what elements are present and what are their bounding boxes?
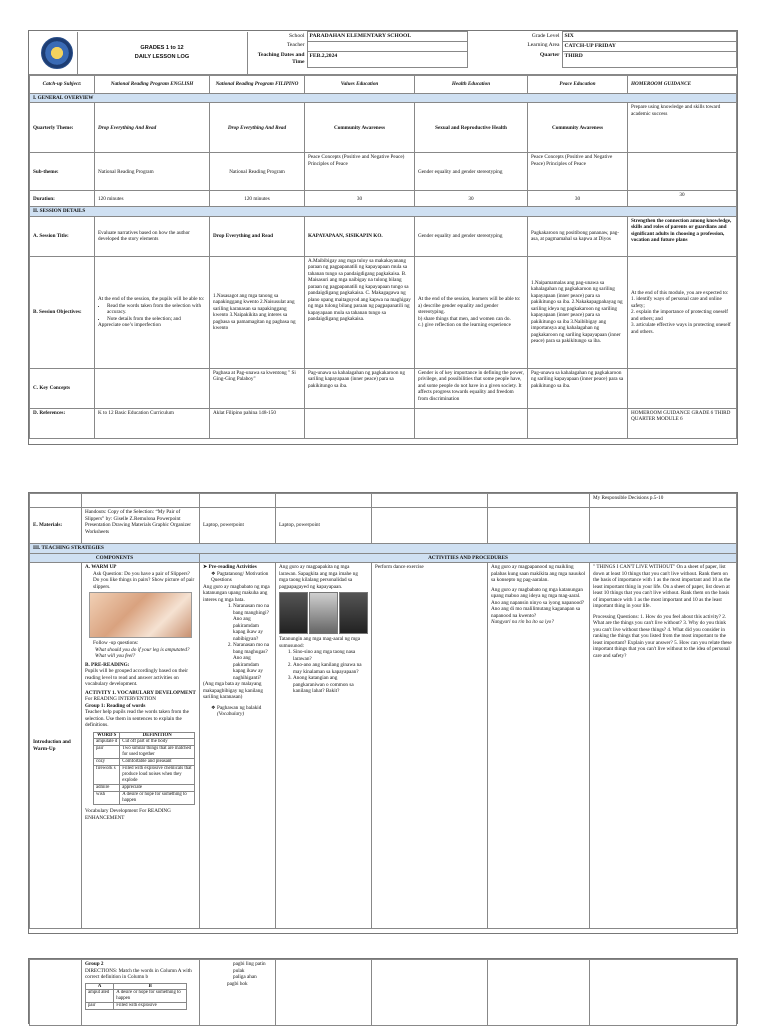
quarterly-theme-label: Quarterly Theme: [30, 103, 95, 153]
vocabulary-tag: (Vocabulary) [217, 711, 245, 717]
group2-directions: DIRECTIONS: Match the words in Column A with correct definition in Column b [85, 967, 192, 980]
subtheme-c6 [628, 153, 737, 191]
duration-c3: 30 [305, 191, 415, 207]
c2-intro-text: Ang guro ay magbabato ng mga katanungan upang makuha ang interes ng mga bata. [203, 583, 270, 603]
grade-value: SIX [562, 32, 737, 42]
photo-3 [339, 592, 368, 634]
column-b-head: B [114, 983, 187, 990]
session-title-c4: Gender equality and gender stereotyping [415, 216, 528, 256]
session-title-c6: Strengthen the connection among knowledge, skills and roles of parents or guardians and significant adults in choosing a profession, vocation and future plans [628, 216, 737, 256]
materials-c3: Laptop, powerpoint [276, 508, 372, 544]
p3-c1 [82, 960, 200, 1026]
materials-c1: Handouts: Copy of the Selection: “My Pair of Slippers” by: Giselle Z.Remulona Powerpoint Presentation Drawing Materials Graphic Organizer Worksheets [82, 508, 200, 544]
match-word: pair [86, 1003, 114, 1010]
key-concepts-c4: Gender is of key importance in defining the power, privilege, and possibilities that some people have, and some people do not have in a given society. It affects progress towards equality and freedom from discrimination [415, 368, 528, 408]
vocab-definition: A desire or hope for something to happen [120, 792, 195, 805]
objectives-c3: A.Maibibigay ang mga tuloy sa makakayanang paraan ng pagpapanatili ng kapayapaan mula sa tahanan tungo sa pandaigdigang pagkakaisa. B. Maisasuri ang mga naibigay na tulong bilang paraan ng pagpapanatili ng kapayapaan tungo sa pandaigdigang pagkakaisa. C. Makagagawa ng plano upang maitaguyod ang kapwa na maghigay ng mga tulong bilang paraan ng pagpapanatili ng kapayapaan mula sa tahanan tungo sa pandaigdigang pagkakaisa. [305, 256, 415, 368]
duration-c2: 120 minutes [210, 191, 305, 207]
group1-text: Teacher help pupils read the words taken from the selection. Use them in sentences to explain the definitions. [85, 709, 189, 728]
session-title-c5: Pagkakaroon ng positibong pananaw, pag-asa, at pagmamahal sa kapwa at Diyos [528, 216, 628, 256]
objectives-c4-a: a) describe gender equality and gender stereotyping. [418, 302, 499, 316]
c3-question-2: 2. Ano-ano ang kanilang ginawa na may kinalaman sa kapayapaan? [293, 662, 368, 675]
key-concepts-c6 [628, 368, 737, 408]
objectives-c1-b2: • Note details from the selection; and [107, 316, 206, 323]
school-label: School [288, 32, 305, 39]
vocab-table [93, 732, 195, 806]
intro-c4: Perform dance exercise [372, 563, 488, 929]
objectives-c6-2: 2. explain the importance of protecting oneself and others; and [631, 309, 728, 322]
materials-label: E. Materials: [30, 508, 82, 544]
lesson-log-page-3 [28, 958, 738, 1024]
vocab-word: firework s [94, 766, 120, 785]
p3-c2-item: paliga ahan [233, 974, 257, 980]
vocab-enhancement: Vocabulary Development For READING ENHANCEMENT [85, 808, 171, 821]
subject-filipino: National Reading Program FILIPINO [210, 75, 305, 93]
vocab-definition: Comfortable and pleasant [120, 759, 195, 766]
follow-up-q2: What will you feel? [95, 653, 136, 659]
objectives-c2: 1.Nasasagot ang mga tanong sa napakinggang kwento 2.Naisusulat ang sariling karanasan sa napakinggang kwento 3.Naipakikita ang interes sa pagbasa sa pamamagitan ng pagbasa ng kwento [210, 256, 305, 368]
subject-values: Values Education [305, 75, 415, 93]
follow-up-label: Follow -up questions: [93, 640, 139, 646]
p3-c3 [276, 960, 372, 1026]
materials-c5 [488, 508, 590, 544]
references-c3 [305, 408, 415, 438]
vocab-word: pair [94, 746, 120, 759]
vocab-word: admire [94, 785, 120, 792]
subject-health: Health Education [415, 75, 528, 93]
references-c5 [528, 408, 628, 438]
p3-c2-item2: pagbi hok [227, 980, 248, 987]
vocab-definition: Filled with explosive chemicals that produce loud noises when they explode [120, 766, 195, 785]
quarter-value: THIRD [562, 51, 737, 67]
vocab-head-words: WORD S [94, 732, 120, 739]
duration-c5: 30 [528, 191, 628, 207]
objectives-c4-c: c.) give reflection on the learning experience [418, 322, 511, 329]
warmup-text: Ask Question: Do you have a pair of Slippers? Do you like things in pairs? Show picture of pair slippers. [93, 570, 195, 590]
c3-question-3: 3. Anong katangian ang pangkaraniwan o common sa kanilang lahat? Bakit? [293, 675, 368, 695]
c3-text2: Tatanungin ang mga mag-aaral ng mga sumusunod: [279, 636, 361, 649]
vocab-head-definition: DEFINITION [120, 732, 195, 739]
c5-text: Ang guro ay magpapanood ng maikling palabas kung saan makikita ang mga nauukol sa konsepto ng pag-aaralan. [491, 564, 586, 583]
session-title-c1: Evaluate narratives based on how the author developed the story elements [95, 216, 210, 256]
follow-up-q1: What should you do if your leg is amputated? [95, 646, 190, 653]
dates-value: FEB.2,2024 [307, 51, 467, 67]
intro-c2 [200, 563, 276, 929]
c5-question-3: Nangyari na rin ba ito sa iyo? [491, 619, 554, 625]
references-c2: Aklat Filipino pahina 148-150 [210, 408, 305, 438]
quarterly-c6: Prepare using knowledge and skills toward academic success [628, 103, 737, 153]
pagtatanong: ❖ Pagtatanong/ Motivation Questions [211, 570, 269, 583]
p3-c6 [590, 960, 737, 1026]
materials-c2: Laptop, powerpoint [200, 508, 276, 544]
vocab-word: amputate d [94, 739, 120, 746]
materials-c6 [590, 508, 737, 544]
school-value: PARADAHAN ELEMENTARY SCHOOL [307, 32, 467, 42]
duration-c1: 120 minutes [95, 191, 210, 207]
slippers-photo [89, 592, 192, 638]
p2-top-c0 [30, 494, 82, 508]
objectives-label: B. Session Objectives: [30, 256, 95, 368]
vocab-definition: appreciate [120, 785, 195, 792]
c3-question-1: 1. Sino-sino ang mga taong nasa larawan? [293, 649, 368, 662]
c6-text: " THINGS I CAN'T LIVE WITHOUT" On a sheet of paper, list down at least 10 things that you can't live without. Rank them on the basis of importance with 1 as the most important and 10 as the least important thing in your life. On a sheet of paper, list down at least 10 things that you can't live without. Rank them on the basis of importance with 1 as the most important and 10 as the least important thing in your life. [593, 564, 731, 609]
quarterly-c2: Drop Everything And Read [210, 103, 305, 153]
area-label: Learning Area [527, 42, 560, 49]
subtheme-c3: Peace Concepts (Positive and Negative Peace) Principles of Peace [305, 153, 415, 191]
c5-question-2: Ano ang di mo malilimutang kaganapan sa napanood na kwento? [491, 606, 581, 619]
vocab-definition: Two similar things that are matched for used together [120, 746, 195, 759]
key-concepts-c3: Pag-unawa sa kahalagahan ng pagkakaroon ng sariling kapayapaan (inner peace) para sa pakikitungo sa iba. [305, 368, 415, 408]
subtheme-c4: Gender equality and gender stereotyping [415, 153, 528, 191]
references-c1: K to 12 Basic Education Curriculum [95, 408, 210, 438]
c2-question-1: 1. Naranasan mo na bang manghingi? Ano ang pakiramdam kapag ikaw ay nabibigyan? [233, 603, 272, 642]
activity1-heading: ACTIVITY 1. VOCABULARY DEVELOPMENT [85, 689, 196, 696]
c2-tail: (Ang mga bata ay malayang makapagbibigay ng kanilang sariling karanasan) [203, 681, 263, 700]
paghawan: ❖ Paghawan ng balakid [211, 704, 262, 711]
page3-table [29, 959, 737, 1026]
match-definition: A desire or hope for something to happen [114, 990, 187, 1003]
paghawan-label: Paghawan ng balakid [216, 704, 262, 711]
activity1-for: For READING INTERVENTION [85, 696, 157, 702]
objectives-c6-1: 1. identify ways of personal care and online safety; [631, 296, 722, 309]
objectives-c4-b: b) share things that men, and women can do. [418, 315, 511, 322]
quarterly-c5: Community Awareness [528, 103, 628, 153]
pagtatanong-label: Pagtatanong/ Motivation Questions [211, 570, 269, 583]
key-concepts-c5: Pag-unawa sa kahalagahan ng pagkakaroon ng sariling kapayapaan (inner peace) para sa pakikitungo sa iba. [528, 368, 628, 408]
lesson-log-page-1 [28, 30, 738, 445]
dates-label: Teaching Dates and Time [257, 52, 305, 66]
duration-c4: 30 [415, 191, 528, 207]
subtheme-c5: Peace Concepts (Positive and Negative Peace) Principles of Peace [528, 153, 628, 191]
p2-top-c4 [372, 494, 488, 508]
references-c6: HOMEROOM GUIDANCE GRADE 6 THIRD QUARTER MODULE 6 [628, 408, 737, 438]
warmup-heading: A. WARM UP [85, 564, 117, 570]
objectives-c1-end: Appreciate one’s imperfection [98, 322, 161, 329]
p3-c0 [30, 960, 82, 1026]
group1-heading: Group 1: Reading of words [85, 702, 146, 709]
objectives-c4-intro: At the end of the session, learners will be able to: [418, 296, 521, 303]
area-value: CATCH-UP FRIDAY [562, 41, 737, 51]
objectives-c6 [628, 256, 737, 368]
matching-table [85, 983, 187, 1011]
p2-top-c1 [82, 494, 200, 508]
prereading-heading: B. PRE-READING: [85, 661, 130, 668]
c5-text2: Ang guro ay magbabato ng mga katanungan upang mabuo ang ideya ng mga mag-aaral. [491, 586, 583, 599]
subtheme-c2: National Reading Program [210, 153, 305, 191]
subtheme-label: Sub-theme: [30, 153, 95, 191]
intro-c6 [590, 563, 737, 929]
c5-question-1: Ano ang napansin ninyo sa iyong napanood? [491, 599, 585, 606]
objectives-c6-3: 3. articulate effective ways in protecting oneself and others. [631, 322, 731, 335]
c6-processing: Processing Questions: 1. How do you feel about this activity? 2. What are the things you can't live without? 3. Why do you think you can't live without these things? 4. What did you consider in ranking the things that you listed from the most important to the least important? Explain your answer? 5. How can you relate these important things that you can't live without to the idea of personal care and safety? [593, 613, 732, 659]
objectives-c4 [415, 256, 528, 368]
intro-c5 [488, 563, 590, 929]
p3-c2-text: pagbi ling patin pulak [233, 961, 266, 974]
objectives-c1-b1: • Read the words taken from the selection with accuracy. [107, 303, 206, 316]
activities-heading: ACTIVITIES AND PROCEDURES [200, 553, 737, 563]
objectives-c1 [95, 256, 210, 368]
objectives-c5: 1.Naipamamalas ang pag-unawa sa kahalagahan ng pagkakaroon ng sariling kapayapaan (inner peace) para sa pakikitungo sa iba. 2.Nakakapagpahayag ng sariling ideya ng pagkakaroon ng sariling kapayapaan (inner peace) para sa pakikitungo sa iba 3.Naibibigay ang importansya ang kahalagahan ng pagkakaroon ng sariling kapayapaan (inner peace) para sa pakikitungo sa iba. [528, 256, 628, 368]
photo-2 [309, 592, 338, 634]
session-table [29, 75, 737, 439]
photo-1 [279, 592, 308, 634]
column-a-head: A [86, 983, 114, 990]
catchup-subject-label: Catch-up Subject: [30, 75, 95, 93]
title-line-2: DAILY LESSON LOG [134, 53, 190, 60]
quarterly-c1: Drop Everything And Read [95, 103, 210, 153]
key-concepts-c2: Pagbasa at Pag-unawa sa kwentong " Si Ging-Ging Palaboy" [210, 368, 305, 408]
subject-english: National Reading Program ENGLISH [95, 75, 210, 93]
objectives-c1-intro: At the end of the session, the pupils will be able to: [98, 296, 205, 303]
p3-c4 [372, 960, 488, 1026]
duration-label: Duration: [30, 191, 95, 207]
subtheme-c1: National Reading Program [95, 153, 210, 191]
p2-top-c3 [276, 494, 372, 508]
quarterly-c4: Sexual and Reproductive Health [415, 103, 528, 153]
references-c4 [415, 408, 528, 438]
duration-c6: 30 [628, 191, 737, 207]
session-title-label: A. Session Title: [30, 216, 95, 256]
quarter-label: Quarter [539, 52, 560, 59]
references-label: D. References: [30, 408, 95, 438]
lesson-log-page-2 [28, 492, 738, 934]
match-definition: Filled with explosive [114, 1003, 187, 1010]
session-details-heading: II. SESSION DETAILS [30, 207, 737, 217]
vocab-word: wish [94, 792, 120, 805]
p2-top-c6: My Responsible Decisions p.5-10 [590, 494, 737, 508]
c2-question-2: 2. Naranasan mo na bang maghugas? Ano ang pakiramdam kapag ikaw ay naghihiganti? [233, 642, 272, 681]
deped-seal-logo [41, 37, 73, 69]
prereading-activities-label: Pre-reading Activities [208, 564, 257, 570]
teacher-value [307, 41, 467, 51]
objectives-c6-intro: At the end of this module, you are expected to: [631, 289, 729, 296]
group2-heading: Group 2 [85, 961, 104, 967]
key-concepts-label: C. Key Concepts [30, 368, 95, 408]
p2-top-c2 [200, 494, 276, 508]
teaching-strategies-heading: III. TEACHING STRATEGIES [30, 544, 737, 554]
intro-c1 [82, 563, 200, 929]
components-heading: COMPONENTS [30, 553, 200, 563]
subject-homeroom: HOMEROOM GUIDANCE [628, 75, 737, 93]
materials-c4 [372, 508, 488, 544]
strategies-table [29, 493, 737, 929]
key-concepts-c1 [95, 368, 210, 408]
header-table [29, 31, 737, 75]
c3-text: Ang guro ay magpapakita ng mga larawan. Sapagkita ang mga imahe ng mga taong kilalang personalidad sa pagpapagayed ng kapayapaan. [279, 564, 358, 590]
match-word: amput ated [86, 990, 114, 1003]
session-title-c2: Drop Everything and Read [210, 216, 305, 256]
session-title-c3: KAPAYAPAAN, SISIKAPIN KO. [305, 216, 415, 256]
teacher-label: Teacher [286, 42, 305, 49]
grade-label: Grade Level [531, 32, 560, 39]
title-line-1: GRADES 1 to 12 [140, 45, 184, 52]
vocab-definition: Cut off part of the body [120, 739, 195, 746]
p2-top-c5 [488, 494, 590, 508]
vocab-word: cozy [94, 759, 120, 766]
peace-personalities-photos [279, 592, 368, 634]
quarterly-c3: Community Awareness [305, 103, 415, 153]
p3-c2 [200, 960, 276, 1026]
intro-warmup-label: Introduction and Warm-Up [30, 563, 82, 929]
prereading-text: Pupils will be grouped accordingly based on their reading level to read and answer activities on vocabulary development. [85, 668, 189, 687]
prereading-activities: ➤ Pre-reading Activities [203, 564, 257, 570]
p3-c5 [488, 960, 590, 1026]
general-overview-heading: I. GENERAL OVERVIEW [30, 93, 737, 103]
subject-peace: Peace Education [528, 75, 628, 93]
intro-c3 [276, 563, 372, 929]
